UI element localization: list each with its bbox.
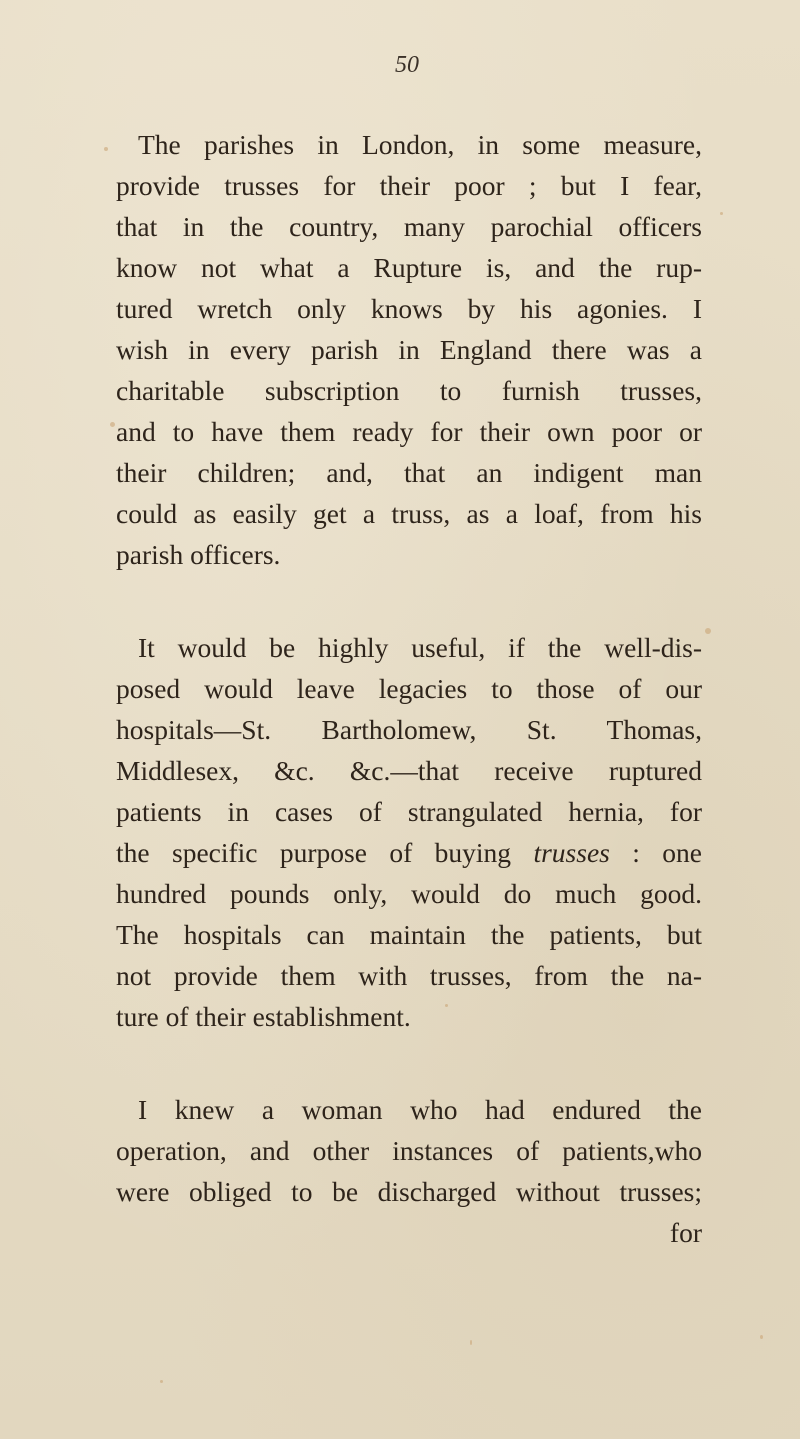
- text-line: ture of their establishment.: [116, 1001, 411, 1032]
- catchword: for: [669, 1217, 702, 1248]
- text-line: The hospitals can maintain the patients, but: [116, 919, 702, 950]
- text-line: I knew a woman who had endured the: [138, 1094, 702, 1125]
- paper-speck: [445, 1004, 448, 1007]
- text-line: It would be highly useful, if the well-dis-: [138, 632, 702, 663]
- text-line: patients in cases of strangulated hernia, for: [116, 796, 702, 827]
- text-line: parish officers.: [116, 539, 281, 570]
- paper-speck: [760, 1335, 763, 1339]
- paper-speck: [104, 147, 108, 151]
- text-line: provide trusses for their poor ; but I fear,: [116, 170, 702, 201]
- text-line: and to have them ready for their own poor or: [116, 416, 702, 447]
- text-line: tured wretch only knows by his agonies. I: [116, 293, 702, 324]
- page-number: 50: [395, 52, 419, 78]
- paragraph-spacer: [116, 1037, 702, 1089]
- paragraph-2: [116, 627, 702, 1037]
- text-line: not provide them with trusses, from the na-: [116, 960, 702, 991]
- text-line: hundred pounds only, would do much good.: [116, 878, 702, 909]
- text-line: their children; and, that an indigent man: [116, 457, 702, 488]
- text-line: The parishes in London, in some measure,: [138, 129, 702, 160]
- text-line: hospitals—St. Bartholomew, St. Thomas,: [116, 714, 702, 745]
- text-line: charitable subscription to furnish trusses,: [116, 375, 702, 406]
- paper-speck: [110, 422, 115, 427]
- italic-word: trusses: [533, 837, 610, 868]
- paragraph-3: [116, 1089, 702, 1253]
- body-text: [116, 124, 702, 1253]
- paper-speck: [470, 1340, 472, 1345]
- text-line: Middlesex, &c. &c.—that receive ruptured: [116, 755, 702, 786]
- text-line-with-italic: [116, 832, 702, 873]
- text-line: could as easily get a truss, as a loaf, from his: [116, 498, 702, 529]
- text-line: wish in every parish in England there was a: [116, 334, 702, 365]
- text-segment: the specific purpose of buying: [116, 837, 512, 868]
- paper-speck: [160, 1380, 163, 1383]
- paper-speck: [720, 212, 723, 215]
- text-line: were obliged to be discharged without trusses;: [116, 1176, 702, 1207]
- text-line: posed would leave legacies to those of our: [116, 673, 702, 704]
- text-segment: : one: [609, 837, 703, 868]
- text-line: know not what a Rupture is, and the rup-: [116, 252, 702, 283]
- paper-speck: [705, 628, 711, 634]
- text-line: operation, and other instances of patients,who: [116, 1135, 702, 1166]
- text-line: that in the country, many parochial officers: [116, 211, 702, 242]
- paragraph-1: [116, 124, 702, 575]
- paragraph-spacer: [116, 575, 702, 627]
